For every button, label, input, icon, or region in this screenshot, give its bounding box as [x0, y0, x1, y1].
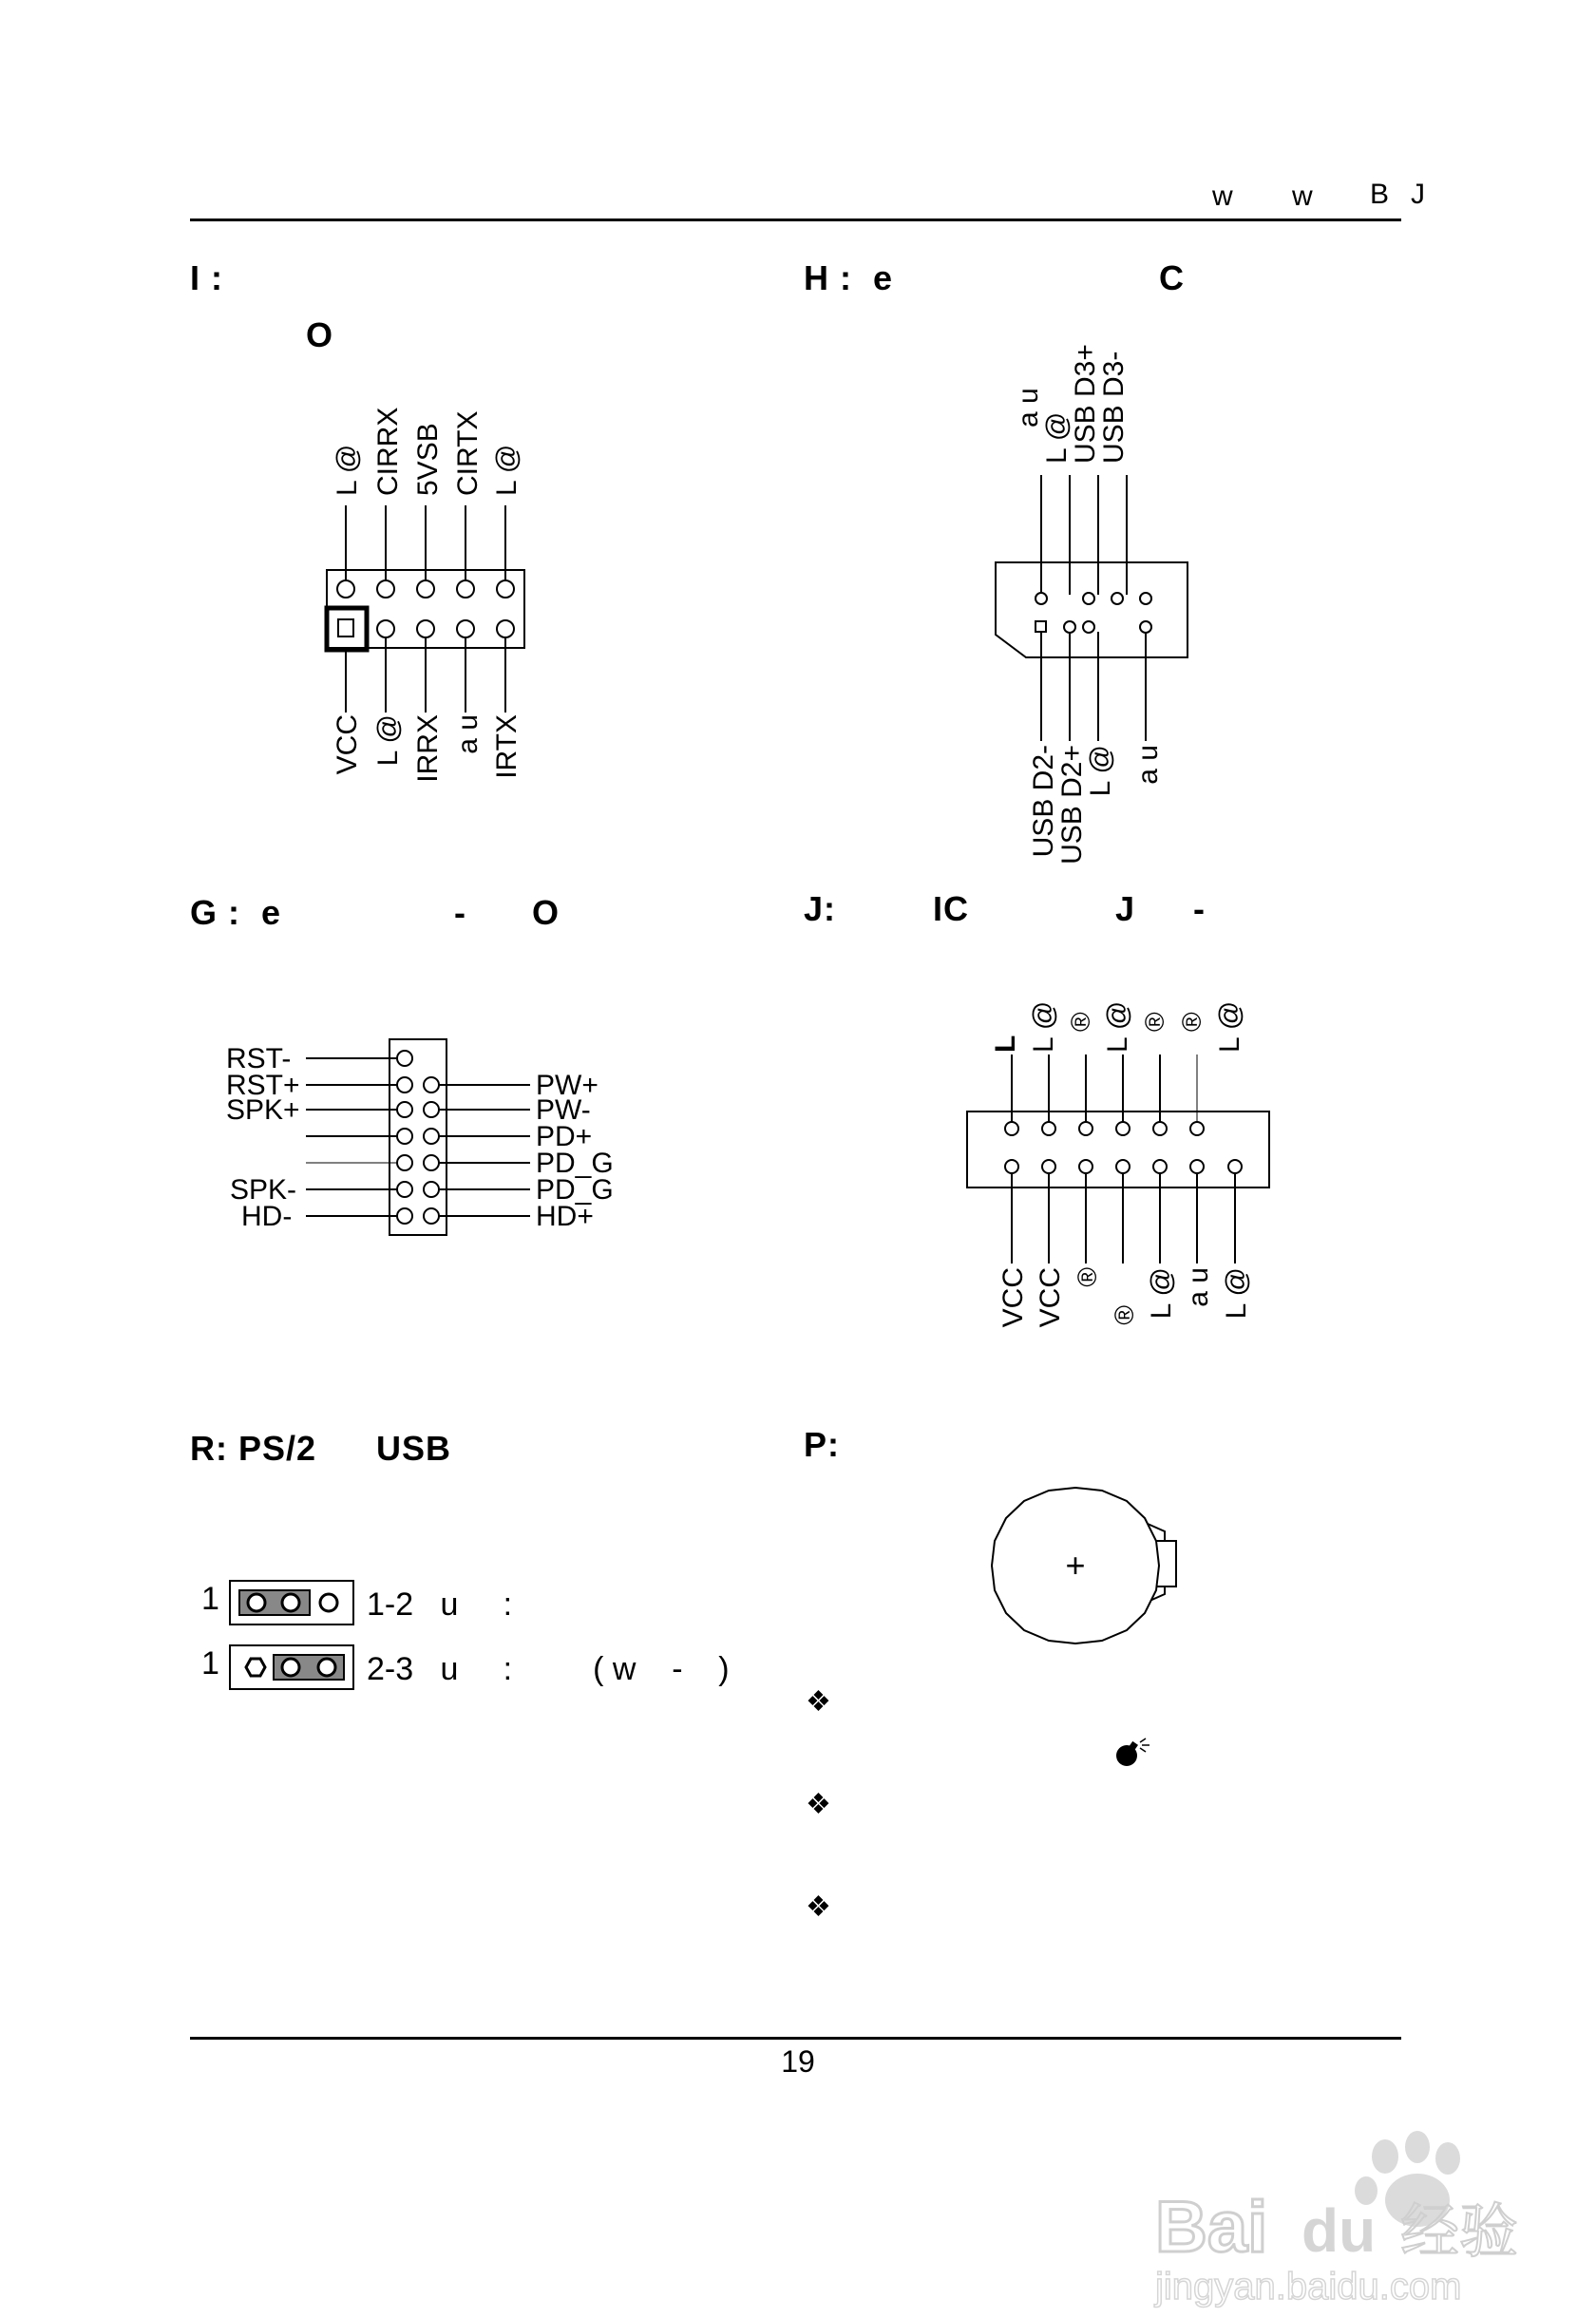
- ir-bottom-pin-1: VCC: [332, 714, 363, 775]
- usb-top-pin-1: a u: [1013, 388, 1044, 428]
- ps2-row2-pin-index: 1: [201, 1645, 219, 1682]
- usb-bottom-pin-3: L @: [1085, 745, 1116, 797]
- fp-left-pin-1: RST-: [226, 1043, 292, 1074]
- ps2-row2-text: 2-3 u : ( w - ): [367, 1651, 730, 1687]
- jp-bottom-labels: [998, 1267, 1252, 1328]
- header-char-3: B: [1370, 179, 1390, 210]
- fp-right-pin-2: PW-: [536, 1094, 591, 1126]
- ir-top-labels: [332, 408, 522, 496]
- jp-bottom-pin-3: ®: [1073, 1267, 1102, 1287]
- ps2-section-title: R: PS/2: [190, 1429, 317, 1468]
- jp-section-title-dash: -: [1193, 889, 1206, 928]
- fp-left-pin-4: SPK-: [230, 1174, 297, 1206]
- jp-top-pin-3: ®: [1066, 1012, 1095, 1032]
- jp-top-pin-7: L @: [1214, 1000, 1245, 1053]
- usb-bottom-pin-4: a u: [1132, 745, 1164, 785]
- jp-top-pin-6: ®: [1177, 1012, 1206, 1032]
- ir-section-title: I :: [190, 258, 223, 297]
- front-panel-connector-diagram: [218, 1026, 636, 1273]
- ir-bottom-labels: [332, 714, 522, 783]
- jp-bottom-pin-6: a u: [1183, 1267, 1214, 1307]
- jp-connector-diagram: [960, 960, 1273, 1358]
- front-panel-section-title: G : e: [190, 893, 282, 932]
- ir-section-subtitle: O: [306, 315, 334, 354]
- header-char-1: w: [1212, 180, 1233, 212]
- fp-left-pin-3: SPK+: [226, 1094, 300, 1126]
- front-panel-title-right: O: [532, 893, 560, 932]
- baidu-jingyan-watermark: [1150, 2118, 1558, 2308]
- fp-left-pin-2: RST+: [226, 1070, 300, 1101]
- jp-bottom-pin-1: VCC: [998, 1267, 1029, 1328]
- usb-top-pin-3: USB D3+: [1070, 344, 1101, 464]
- fp-right-pin-1: PW+: [536, 1070, 598, 1101]
- jp-top-pin-4: L @: [1102, 1000, 1133, 1053]
- ir-bottom-pin-2: L @: [372, 714, 404, 767]
- jp-top-pin-1: L: [990, 1035, 1021, 1053]
- jp-bottom-pin-4: ®: [1110, 1305, 1139, 1325]
- usb-bottom-pin-1: USB D2-: [1028, 745, 1059, 858]
- ps2-jumper-2-3: [228, 1644, 357, 1691]
- jp-bottom-pin-2: VCC: [1035, 1267, 1066, 1328]
- ir-top-pin-5: L @: [491, 444, 522, 496]
- jp-bottom-pin-7: L @: [1221, 1267, 1252, 1320]
- fp-right-pin-3: PD+: [536, 1121, 593, 1152]
- ir-bottom-pin-5: IRTX: [491, 714, 522, 779]
- ps2-jumper-1-2: [228, 1579, 357, 1626]
- watermark-url: jingyan.baidu.com: [1155, 2266, 1462, 2308]
- battery-plus-sign: +: [1065, 1546, 1086, 1585]
- ir-bottom-pin-3: IRRX: [412, 714, 444, 783]
- ir-top-pin-4: CIRTX: [452, 410, 484, 496]
- usb-top-labels: [1013, 344, 1130, 464]
- watermark-cn: 经验: [1400, 2199, 1519, 2265]
- usb-connector-diagram: [988, 342, 1216, 884]
- header-char-2: w: [1292, 180, 1313, 212]
- fp-right-pin-4: PD_G: [536, 1148, 614, 1179]
- watermark-brand-du: du: [1302, 2196, 1377, 2265]
- battery-bullet-3: ❖: [806, 1891, 831, 1923]
- jp-bottom-pin-5: L @: [1146, 1267, 1177, 1320]
- ps2-row1-text: 1-2 u :: [367, 1586, 513, 1623]
- battery-bullet-1: ❖: [806, 1686, 831, 1718]
- header-char-4: J: [1411, 179, 1425, 210]
- fp-right-pin-5: PD_G: [536, 1174, 614, 1206]
- bomb-icon: [1113, 1737, 1151, 1774]
- ps2-row1-pin-index: 1: [201, 1581, 219, 1617]
- battery-section-title: P:: [804, 1425, 840, 1464]
- battery-diagram: [988, 1482, 1188, 1662]
- battery-bullet-2: ❖: [806, 1789, 831, 1820]
- usb-bottom-labels: [1028, 745, 1164, 864]
- usb-top-pin-4: USB D3-: [1098, 351, 1130, 464]
- ps2-section-title-right: USB: [376, 1429, 452, 1468]
- header-rule: [190, 218, 1401, 221]
- ir-top-pin-3: 5VSB: [412, 423, 444, 496]
- usb-bottom-pin-2: USB D2+: [1056, 745, 1088, 864]
- jp-section-title-mid: IC: [933, 889, 969, 928]
- fp-right-pin-6: HD+: [536, 1201, 594, 1232]
- page-number: 19: [781, 2044, 815, 2079]
- usb-top-pin-2: L @: [1041, 411, 1073, 464]
- watermark-brand: Bai: [1155, 2187, 1268, 2268]
- usb-section-title-right: C: [1159, 258, 1185, 297]
- ir-top-pin-1: L @: [332, 444, 363, 496]
- jp-top-labels: [990, 1001, 1245, 1053]
- ir-bottom-pin-4: a u: [452, 714, 484, 754]
- front-panel-title-dash: -: [454, 893, 466, 932]
- jp-section-title: J:: [804, 889, 837, 928]
- ir-top-pin-2: CIRRX: [372, 407, 404, 496]
- jp-top-pin-2: L @: [1028, 1000, 1059, 1053]
- jp-section-title-right: J: [1115, 889, 1136, 928]
- usb-section-title: H : e: [804, 258, 894, 297]
- front-panel-left-labels: [226, 1043, 300, 1232]
- fp-left-pin-5: HD-: [241, 1201, 293, 1232]
- ir-connector-diagram: [314, 399, 560, 817]
- front-panel-right-labels: [536, 1070, 614, 1232]
- footer-rule: [190, 2037, 1401, 2040]
- jp-top-pin-5: ®: [1140, 1012, 1169, 1032]
